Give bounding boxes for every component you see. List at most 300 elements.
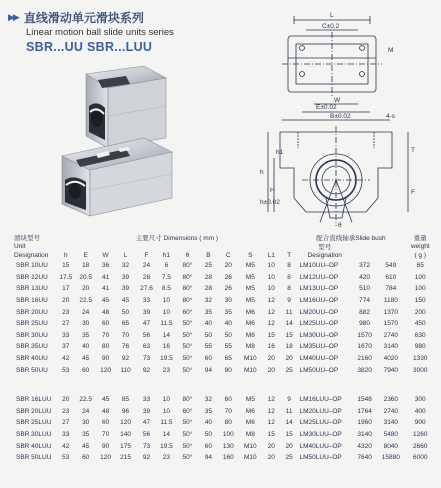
table-cell: 35: [224, 308, 232, 316]
table-cell: 70: [121, 331, 130, 339]
table-cell: 14: [162, 431, 171, 439]
table-cell: 33: [62, 431, 70, 439]
table-cell: 160: [222, 454, 234, 462]
table-cell: 3140: [383, 343, 399, 351]
table-cell: 372: [359, 262, 371, 270]
table-cell: 40: [82, 343, 90, 351]
label-t: T: [411, 147, 415, 154]
header-bush-designation: Designation: [307, 252, 342, 259]
table-cell: 37: [62, 343, 70, 351]
table-cell: 11: [285, 308, 293, 316]
table-cell: LM30LUU–OP: [299, 431, 342, 439]
header-weight-cn: 重量: [413, 234, 427, 242]
table-cell: SBR 20UU: [16, 308, 48, 316]
table-cell: 45: [82, 355, 90, 363]
table-cell: 39: [121, 285, 130, 293]
table-cell: 12: [267, 297, 275, 305]
table-cell: 10: [162, 396, 171, 404]
table-cell: 510: [359, 285, 371, 293]
table-cell: 70: [224, 407, 232, 415]
table-cell: 17.5: [59, 273, 73, 281]
table-cell: 20: [224, 262, 232, 270]
col-c: C: [225, 252, 231, 259]
table-cell: M8: [245, 343, 255, 351]
table-cell: 1180: [383, 297, 398, 305]
table-cell: 12: [267, 407, 275, 415]
table-cell: 20: [267, 366, 275, 374]
table-cell: 28: [142, 273, 151, 281]
table-cell: 900: [414, 419, 426, 427]
table-cell: 47: [142, 320, 151, 328]
table-cell: 3820: [357, 366, 372, 374]
table-cell: 20: [267, 454, 275, 462]
table-cell: 47: [142, 419, 151, 427]
table-cell: 45: [82, 442, 90, 450]
table-cell: 23: [62, 407, 70, 415]
table-cell: 50°: [182, 320, 193, 328]
label-h: h: [260, 169, 264, 176]
table-cell: LM25UU–OP: [299, 320, 339, 328]
table-cell: 28: [204, 285, 212, 293]
table-cell: 150: [414, 297, 426, 305]
table-cell: M8: [245, 431, 255, 439]
table-row: [6, 429, 436, 441]
table-cell: SBR 30LUU: [16, 431, 52, 439]
table-cell: 50°: [182, 419, 193, 427]
table-cell: 14: [162, 331, 171, 339]
table-row: [6, 318, 436, 330]
table-cell: 90: [101, 355, 110, 363]
table-row: [6, 452, 436, 464]
table-cell: LM16UU–OP: [299, 297, 339, 305]
table-cell: 35: [204, 308, 212, 316]
table-cell: 70: [101, 431, 110, 439]
table-cell: 32: [204, 396, 212, 404]
table-cell: 7.5: [161, 273, 171, 281]
label-m: M: [388, 47, 394, 54]
table-cell: 16: [162, 343, 171, 351]
table-cell: 23: [62, 308, 70, 316]
table-cell: 50: [204, 331, 212, 339]
table-cell: SBR 10UU: [16, 262, 48, 270]
table-cell: LM20UU–OP: [299, 308, 339, 316]
table-cell: 19.5: [160, 442, 173, 450]
table-cell: 120: [120, 419, 131, 427]
table-cell: SBR 16LUU: [16, 396, 52, 404]
table-cell: 32: [204, 297, 212, 305]
table-cell: 90: [101, 442, 110, 450]
table-cell: 80°: [182, 396, 193, 404]
table-cell: LM12UU–OP: [299, 273, 339, 281]
table-cell: 53: [62, 454, 70, 462]
table-cell: SBR 25UU: [16, 320, 48, 328]
table-cell: 32: [121, 262, 130, 270]
table-cell: 27: [62, 320, 70, 328]
table-cell: M10: [243, 442, 257, 450]
table-cell: 94: [204, 366, 212, 374]
table-cell: 9: [287, 396, 291, 404]
table-cell: 65: [416, 262, 424, 270]
table-cell: 1570: [383, 320, 399, 328]
table-cell: 96: [121, 407, 130, 415]
table-cell: 300: [414, 396, 426, 404]
table-cell: 3140: [383, 419, 399, 427]
table-cell: 23: [162, 454, 171, 462]
table-cell: 80°: [182, 297, 193, 305]
table-cell: M10: [243, 355, 257, 363]
table-cell: 8.5: [161, 285, 171, 293]
table-cell: 80: [224, 419, 232, 427]
table-cell: 4020: [383, 355, 399, 363]
table-cell: 24: [82, 308, 90, 316]
table-cell: 10: [162, 407, 171, 415]
table-cell: 50°: [182, 343, 193, 351]
table-cell: LM10UU–OP: [299, 262, 339, 270]
table-cell: 20.5: [79, 273, 93, 281]
table-cell: 60: [101, 419, 110, 427]
table-cell: 24: [82, 407, 90, 415]
table-cell: 20: [267, 442, 275, 450]
label-w: W: [334, 97, 341, 104]
table-cell: 11.5: [160, 320, 173, 328]
table-cell: 45: [101, 396, 110, 404]
table-cell: 18: [285, 343, 293, 351]
table-cell: 56: [142, 331, 151, 339]
table-cell: 56: [142, 431, 151, 439]
table-cell: 10: [162, 297, 171, 305]
table-cell: 9: [287, 297, 291, 305]
table-cell: 80°: [182, 262, 193, 270]
table-cell: 80: [101, 343, 110, 351]
table-cell: 20: [285, 442, 293, 450]
col-theta: θ: [185, 252, 190, 259]
table-cell: 22.5: [79, 297, 93, 305]
table-cell: M6: [245, 308, 255, 316]
table-cell: 60: [82, 366, 90, 374]
table-cell: 2740: [383, 331, 399, 339]
table-cell: 63: [142, 343, 151, 351]
table-cell: SBR 16UU: [16, 297, 48, 305]
table-cell: LM50UU–OP: [299, 366, 339, 374]
header-bush-sub: 型号: [318, 244, 332, 251]
table-row: [6, 353, 436, 365]
table-cell: 15: [267, 331, 275, 339]
table-cell: 980: [359, 320, 371, 328]
table-cell: 100: [222, 431, 234, 439]
table-cell: 10: [267, 262, 275, 270]
table-cell: 15: [285, 431, 293, 439]
table-cell: 92: [142, 366, 151, 374]
table-cell: 60°: [182, 407, 193, 415]
table-cell: 10: [162, 308, 171, 316]
header-dimensions: 主要尺寸 Dimensions ( mm ): [135, 234, 219, 242]
table-cell: 140: [120, 431, 131, 439]
table-cell: 11: [285, 407, 293, 415]
table-cell: 12: [267, 308, 275, 316]
table-cell: 8: [287, 262, 291, 270]
table-body-uu: [6, 260, 436, 376]
table-cell: 17: [62, 285, 70, 293]
table-cell: 26: [224, 285, 232, 293]
table-cell: 50°: [182, 331, 193, 339]
table-cell: 60°: [182, 308, 193, 316]
table-cell: 882: [359, 308, 371, 316]
table-cell: 1548: [357, 396, 372, 404]
table-cell: 30: [82, 320, 90, 328]
table-cell: 40: [204, 419, 212, 427]
table-cell: 8040: [383, 442, 399, 450]
header-model-en2: Designation: [14, 252, 49, 259]
col-l: L: [123, 252, 128, 259]
table-cell: 45: [101, 297, 110, 305]
table-cell: 15: [267, 431, 275, 439]
col-b: B: [206, 252, 211, 259]
table-cell: 92: [142, 454, 151, 462]
label-s: 4-s: [386, 113, 396, 120]
table-cell: 1764: [357, 407, 372, 415]
table-cell: 420: [359, 273, 371, 281]
table-cell: 8: [287, 285, 291, 293]
table-cell: 400: [414, 407, 426, 415]
table-cell: 100: [414, 285, 426, 293]
table-cell: SBR 30UU: [16, 331, 48, 339]
table-cell: 25: [204, 262, 212, 270]
table-cell: 15880: [381, 454, 400, 462]
table-cell: 24: [142, 262, 151, 270]
table-cell: M5: [245, 285, 255, 293]
table-cell: 30: [224, 297, 232, 305]
table-cell: 40: [224, 320, 232, 328]
table-cell: 200: [414, 308, 426, 316]
table-cell: 50°: [182, 454, 193, 462]
table-cell: 50: [121, 308, 130, 316]
table-cell: 94: [204, 454, 212, 462]
table-cell: 41: [101, 273, 110, 281]
table-cell: 3140: [357, 431, 372, 439]
table-cell: M5: [245, 297, 255, 305]
table-cell: 4320: [357, 442, 372, 450]
table-cell: 80: [224, 366, 232, 374]
col-e: E: [83, 252, 88, 259]
title-english: Linear motion ball slide units series: [26, 27, 174, 38]
table-cell: 450: [414, 320, 426, 328]
table-row: [6, 406, 436, 418]
table-cell: 23: [162, 366, 171, 374]
table-cell: 30: [82, 419, 90, 427]
table-cell: 73: [142, 355, 151, 363]
table-cell: 33: [142, 297, 151, 305]
header-slide-bush: 配合直线轴承Slide bush: [316, 234, 386, 242]
table-cell: 774: [359, 297, 371, 305]
table-cell: SBR 50UU: [16, 366, 48, 374]
table-cell: 20: [62, 297, 70, 305]
table-cell: 80°: [182, 285, 193, 293]
table-cell: 39: [121, 273, 130, 281]
table-cell: 6: [164, 262, 169, 270]
table-row: [6, 283, 436, 295]
table-cell: SBR 12UU: [16, 273, 48, 281]
table-cell: 60: [101, 320, 110, 328]
table-cell: 60: [204, 442, 212, 450]
table-cell: 630: [414, 331, 426, 339]
table-cell: 50°: [182, 355, 193, 363]
table-cell: 50: [224, 331, 232, 339]
header-weight-en: weight: [410, 243, 430, 250]
table-cell: 20: [62, 396, 70, 404]
table-cell: 1960: [357, 419, 372, 427]
spec-table: [6, 232, 436, 464]
table-cell: 92: [121, 355, 130, 363]
table-cell: LM16LUU–OP: [299, 396, 342, 404]
table-cell: 50°: [182, 366, 193, 374]
header-model-cn: 滑块型号: [14, 234, 40, 242]
table-cell: 35: [204, 407, 212, 415]
table-cell: M10: [243, 454, 257, 462]
title-chinese: 直线滑动单元滑块系列: [23, 10, 144, 25]
table-row: [6, 341, 436, 353]
table-cell: 28: [204, 273, 212, 281]
table-cell: 120: [100, 454, 112, 462]
title-row: [8, 8, 258, 26]
table-cell: 60: [82, 454, 90, 462]
table-cell: 55: [204, 343, 212, 351]
table-cell: 33: [62, 331, 70, 339]
col-t: T: [287, 252, 292, 259]
model-series: SBR...UU SBR...LUU: [26, 40, 153, 54]
table-cell: 33: [142, 396, 151, 404]
table-cell: 980: [414, 343, 426, 351]
table-cell: 15: [62, 262, 70, 270]
table-cell: 8: [287, 273, 291, 281]
table-cell: 2160: [357, 355, 372, 363]
table-cell: 25: [285, 366, 293, 374]
table-cell: SBR 40UU: [16, 355, 48, 363]
table-cell: SBR 25LUU: [16, 419, 52, 427]
table-row: [6, 364, 436, 376]
header-model-en1: Unit: [14, 243, 26, 250]
table-cell: 12: [267, 320, 275, 328]
table-cell: SBR 40LUU: [16, 442, 52, 450]
table-cell: 12: [267, 396, 275, 404]
table-row: [6, 417, 436, 429]
table-cell: 48: [101, 308, 110, 316]
table-row: [6, 295, 436, 307]
table-cell: 175: [120, 442, 131, 450]
label-f: F: [411, 189, 415, 196]
header-weight-unit: ( g ): [414, 252, 427, 259]
table-cell: 35: [82, 331, 90, 339]
table-cell: M6: [245, 419, 255, 427]
table-cell: 70: [101, 331, 110, 339]
table-cell: 14: [285, 419, 293, 427]
label-b: B±0.02: [330, 113, 351, 120]
label-e: E±0.02: [316, 104, 337, 111]
table-cell: LM35UU–OP: [299, 343, 339, 351]
label-theta: θ: [338, 222, 342, 229]
table-row: [6, 260, 436, 272]
table-cell: 20: [285, 355, 293, 363]
table-cell: 41: [101, 285, 110, 293]
product-photo-luu: [56, 118, 186, 223]
table-cell: LM13UU–OP: [299, 285, 339, 293]
table-cell: SBR 20LUU: [16, 407, 52, 415]
col-f: F: [144, 252, 149, 259]
table-cell: LM50LUU–OP: [299, 454, 342, 462]
table-cell: 53: [62, 366, 70, 374]
table-cell: LM30UU–OP: [299, 331, 339, 339]
table-cell: 5480: [383, 431, 399, 439]
table-cell: 7640: [357, 454, 372, 462]
table-cell: 39: [142, 407, 151, 415]
table-row: [6, 272, 436, 284]
label-l: L: [330, 12, 334, 19]
table-cell: 20: [267, 355, 275, 363]
table-cell: 10: [267, 285, 275, 293]
table-cell: 120: [100, 366, 112, 374]
table-gap: [6, 376, 436, 394]
table-cell: 65: [224, 355, 232, 363]
table-cell: 65: [121, 320, 130, 328]
table-cell: SBR 13UU: [16, 285, 48, 293]
table-cell: 1330: [413, 355, 428, 363]
table-cell: 12: [267, 419, 275, 427]
table-cell: 3000: [413, 366, 428, 374]
label-c: C±0.2: [322, 23, 340, 30]
table-cell: 50: [204, 431, 212, 439]
table-cell: LM20LUU–OP: [299, 407, 342, 415]
header: [8, 8, 258, 54]
table-cell: M8: [245, 331, 255, 339]
table-cell: 784: [385, 285, 397, 293]
table-cell: 42: [62, 442, 70, 450]
table-body-luu: [6, 394, 436, 464]
table-cell: 18: [82, 262, 90, 270]
table-cell: M10: [243, 366, 257, 374]
col-s: S: [248, 252, 253, 259]
table-cell: 110: [120, 366, 131, 374]
table-cell: 27.6: [140, 285, 153, 293]
table-cell: 85: [121, 396, 130, 404]
table-cell: 2740: [383, 407, 399, 415]
table-cell: M6: [245, 320, 255, 328]
table-cell: 27: [62, 419, 70, 427]
table-cell: 130: [222, 442, 234, 450]
table-cell: 6000: [413, 454, 428, 462]
col-h: h: [63, 252, 68, 259]
table-cell: 26: [224, 273, 232, 281]
table-cell: M6: [245, 407, 255, 415]
table-row: [6, 306, 436, 318]
col-h1: h1: [162, 252, 171, 259]
table-cell: 40: [204, 320, 212, 328]
table-cell: 10: [267, 273, 275, 281]
table-cell: 16: [267, 343, 275, 351]
table-cell: LM25LUU–OP: [299, 419, 342, 427]
table-cell: 48: [101, 407, 110, 415]
table-cell: 14: [285, 320, 293, 328]
table-cell: 1370: [383, 308, 399, 316]
table-cell: 76: [121, 343, 130, 351]
table-cell: LM40LUU–OP: [299, 442, 342, 450]
table-cell: 20: [82, 285, 90, 293]
table-cell: 60: [204, 355, 212, 363]
table-cell: 55: [224, 343, 232, 351]
table-row: [6, 440, 436, 452]
table-cell: SBR 35UU: [16, 343, 48, 351]
table-cell: M5: [245, 262, 255, 270]
table-cell: 1260: [413, 431, 428, 439]
table-cell: 610: [385, 273, 397, 281]
